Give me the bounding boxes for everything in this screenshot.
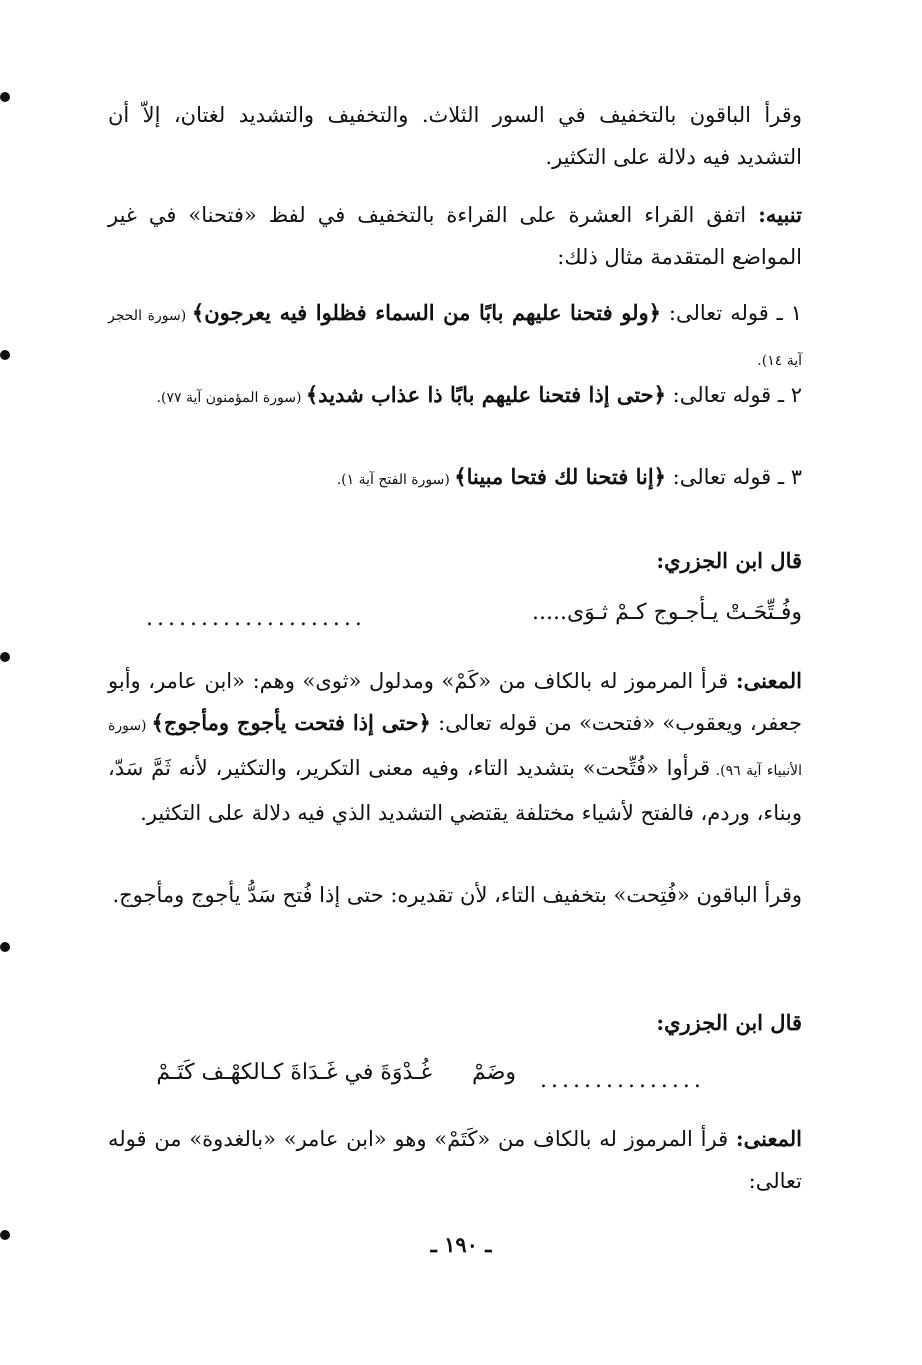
ayah: ﴿حتى إذا فتحت يأجوج ومأجوج﴾ <box>151 710 431 735</box>
paragraph-intro: وقرأ الباقون بالتخفيف في السور الثلاث. والتخفيف والتشديد لغتان، إلاّ أن التشديد فيه دلالة على التكثير. <box>108 103 802 169</box>
example-3: ٣ ـ قوله تعالى: ﴿إنا فتحنا لك فتحا مبينا﴾ (سورة الفتح آية ١). <box>336 464 802 489</box>
surah-reference: (سورة الأنبياء آية ٩٦). <box>108 718 802 779</box>
meaning-paragraph: المعنى: قرأ المرموز له بالكاف من «كَمْ» ومدلول «ثوى» وهم: «ابن عامر، وأبو جعفر، ويعقوب» «فتحت» من قوله تعالى: ﴿حتى إذا فتحت يأجوج ومأجوج﴾ (سورة الأنبياء آية ٩٦). قرأوا «فُتِّحت» بتشديد التاء، وفيه معنى التكرير، والتكثير، لأنه ثَمَّ سَدّ، وبناء، وردم، فالفتح لأشياء مختلفة يقتضي التشديد الذي فيه دلالة على التكثير. <box>108 668 802 825</box>
ayah: ﴿حتى إذا فتحنا عليهم بابًا ذا عذاب شديد﴾ <box>305 382 666 407</box>
section-heading: قال ابن الجزري: <box>656 548 802 573</box>
example-1: ١ ـ قوله تعالى: ﴿ولو فتحنا عليهم بابًا من السماء فظلوا فيه يعرجون﴾ (سورة الحجر آية ١٤). <box>108 300 803 369</box>
page-number: ـ ١٩٠ ـ <box>430 1232 492 1257</box>
note-label: تنبيه: <box>758 202 802 227</box>
meaning-paragraph: المعنى: قرأ المرموز له بالكاف من «كَتَمْ» وهو «ابن عامر» «بالغدوة» من قوله تعالى: <box>108 1126 802 1193</box>
meaning-label: المعنى: <box>735 1126 802 1151</box>
paragraph-remaining: وقرأ الباقون «فُتِحت» بتخفيف التاء، لأن تقديره: حتى إذا فُتح سَدُّ يأجوج ومأجوج. <box>112 883 802 907</box>
poem-verse-part: غُـدْوَةَ في غَـدَاةَ كـالكهْـف كَتَـمْ <box>156 1060 432 1085</box>
verse-dots: ............... <box>540 1068 705 1093</box>
binding-mark <box>0 92 10 102</box>
verse-dots: .................... <box>146 606 366 631</box>
paragraph-note: تنبيه: اتفق القراء العشرة على القراءة بالتخفيف في لفظ «فتحنا» في غير المواضع المتقدمة مثال ذلك: <box>108 202 802 269</box>
surah-reference: (سورة المؤمنون آية ٧٧). <box>156 390 306 406</box>
ayah: ﴿ولو فتحنا عليهم بابًا من السماء فظلوا فيه يعرجون﴾ <box>191 300 661 325</box>
binding-mark <box>0 350 10 360</box>
meaning-label: المعنى: <box>735 668 802 693</box>
poem-verse: وفُـتِّحَـتْ يـأجـوج كـمْ ثـوَى..... <box>531 600 802 625</box>
binding-mark <box>0 942 10 952</box>
section-heading: قال ابن الجزري: <box>656 1010 802 1035</box>
surah-reference: (سورة الفتح آية ١). <box>336 472 455 488</box>
surah-reference: (سورة الحجر آية ١٤). <box>108 308 802 369</box>
poem-verse-part: وضَمْ <box>472 1060 516 1085</box>
ayah: ﴿إنا فتحنا لك فتحا مبينا﴾ <box>454 464 666 489</box>
example-2: ٢ ـ قوله تعالى: ﴿حتى إذا فتحنا عليهم بابًا ذا عذاب شديد﴾ (سورة المؤمنون آية ٧٧). <box>156 382 802 407</box>
binding-mark <box>0 652 10 662</box>
